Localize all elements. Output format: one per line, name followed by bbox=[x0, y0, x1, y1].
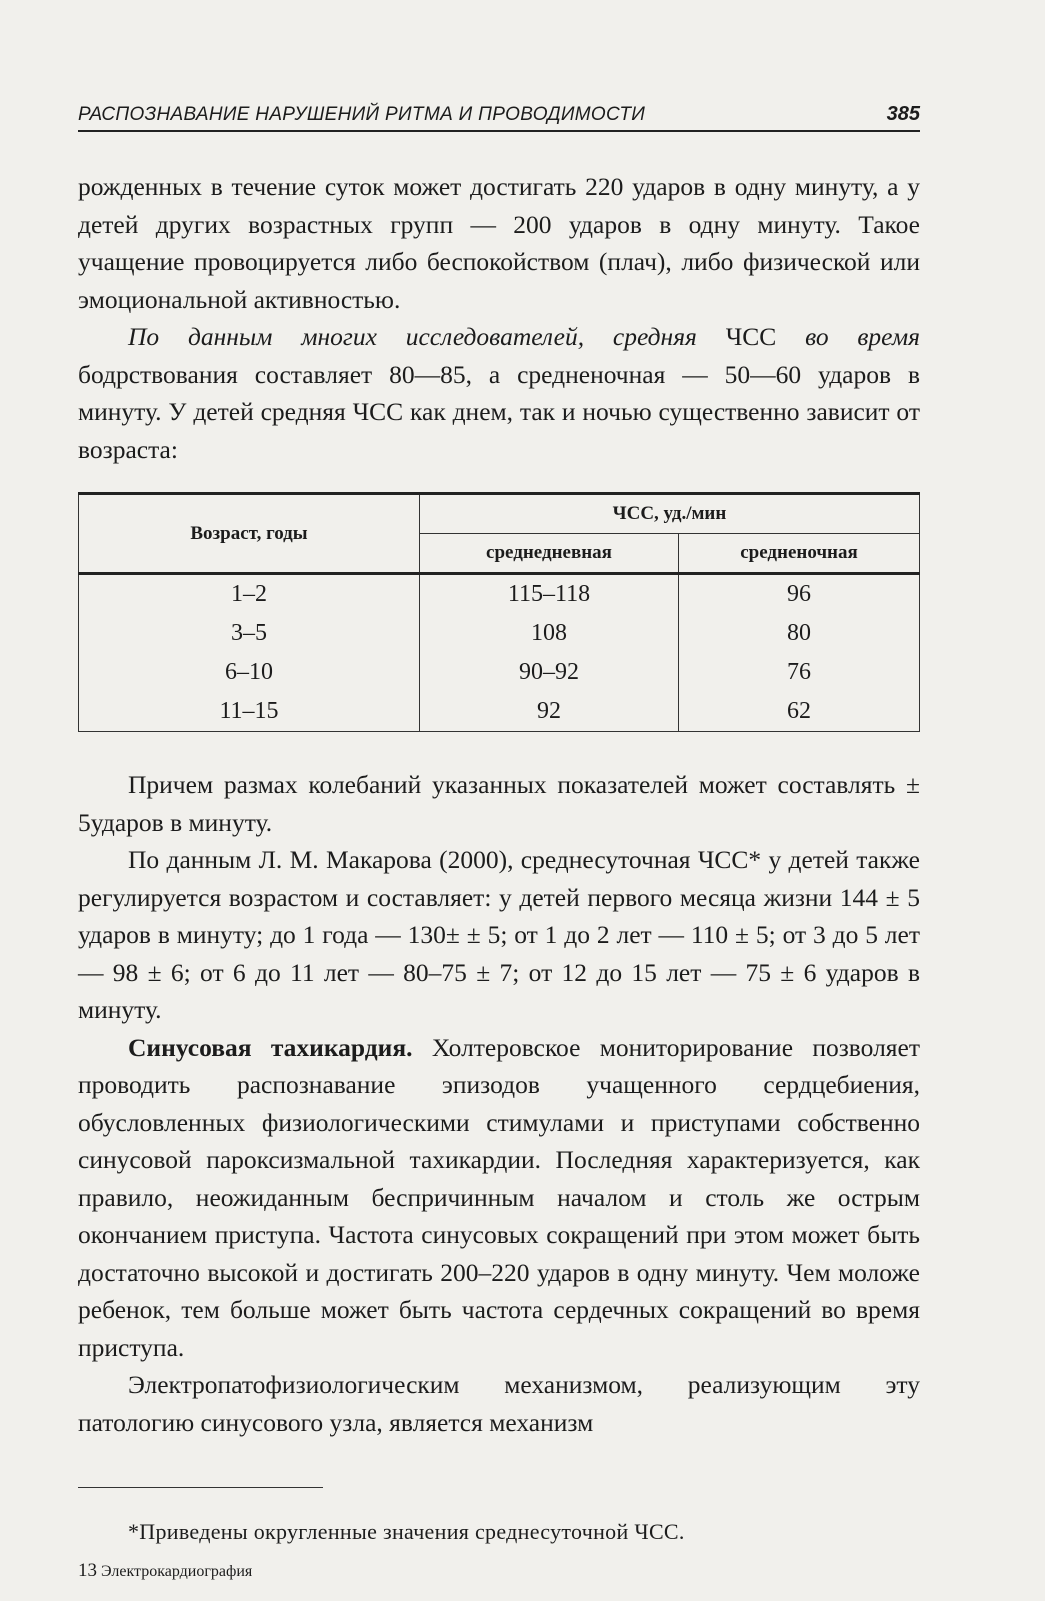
paragraph-2-italic-2: во время bbox=[805, 322, 920, 351]
footnote: *Приведены округленные значения среднесуточной ЧСС. bbox=[128, 1519, 685, 1544]
paragraph-5 bbox=[78, 1029, 920, 1367]
paragraph-2-hr: ЧСС bbox=[696, 322, 806, 351]
page-number: 385 bbox=[886, 103, 920, 125]
cell-day: 92 bbox=[420, 692, 679, 732]
cell-night: 96 bbox=[679, 574, 920, 615]
header-title: РАСПОЗНАВАНИЕ НАРУШЕНИЙ РИТМА И ПРОВОДИМОСТИ bbox=[78, 104, 646, 125]
paragraph-6: Электропатофизиологическим механизмом, реализующим эту патологию синусового узла, является механизм bbox=[78, 1370, 920, 1437]
printer-signature bbox=[78, 1560, 252, 1582]
cell-age: 3–5 bbox=[79, 614, 420, 653]
paragraph-5-rest: Холтеровское мониторирование позволяет проводить распознавание эпизодов учащенного сердцебиения, обусловленных физиологическими стимулами и приступами собственно синусовой пароксизмальной тахикардии. Последняя характеризуется, как правило, неожиданным беспричинным началом и столь же острым окончанием приступа. Частота синусовых сокращений при этом может быть достаточно высокой и достигать 200–220 ударов в одну минуту. Чем моложе ребенок, тем больше может быть частота сердечных сокращений во время приступа. bbox=[78, 1032, 920, 1362]
header-night: средненочная bbox=[679, 534, 920, 574]
cell-night: 76 bbox=[679, 653, 920, 692]
cell-age: 1–2 bbox=[79, 574, 420, 615]
signature-label: Электрокардиография bbox=[101, 1563, 253, 1580]
section-heading-sinus-tachycardia: Синусовая тахикардия. bbox=[128, 1032, 413, 1062]
header-day: среднедневная bbox=[420, 534, 679, 574]
cell-day: 108 bbox=[420, 614, 679, 653]
paragraph-2-italic: По данным многих исследователей, средняя bbox=[128, 322, 697, 351]
cell-night: 62 bbox=[679, 692, 920, 732]
paragraph-2 bbox=[78, 318, 920, 468]
header-age: Возраст, годы bbox=[79, 494, 420, 574]
header-hr: ЧСС, уд./мин bbox=[420, 494, 920, 534]
table-row bbox=[79, 574, 920, 615]
footnote-divider bbox=[78, 1487, 323, 1488]
cell-day: 115–118 bbox=[420, 574, 679, 615]
paragraph-4: По данным Л. М. Макарова (2000), среднесуточная ЧСС* у детей также регулируется возрастом и составляет: у детей первого месяца жизни 144 ± 5 ударов в минуту; до 1 года — 130± ± 5; от 1 до 2 лет — 110 ± 5; от 3 до 5 лет — 98 ± 6; от 6 до 11 лет — 80–75 ± 7; от 12 до 15 лет — 75 ± 6 ударов в минуту. bbox=[78, 845, 920, 1024]
paragraph-1: рожденных в течение суток может достигать 220 ударов в одну минуту, а у детей других возрастных групп — 200 ударов в одну минуту. Такое учащение провоцируется либо беспокойством (плач), либо физической или эмоциональной активностью. bbox=[78, 172, 920, 314]
cell-age: 6–10 bbox=[79, 653, 420, 692]
heart-rate-table bbox=[78, 492, 920, 732]
text-block-bottom bbox=[78, 766, 920, 1441]
table-row bbox=[79, 614, 920, 653]
table-row bbox=[79, 653, 920, 692]
cell-day: 90–92 bbox=[420, 653, 679, 692]
signature-number: 13 bbox=[78, 1560, 97, 1581]
table-row bbox=[79, 692, 920, 732]
cell-night: 80 bbox=[679, 614, 920, 653]
cell-age: 11–15 bbox=[79, 692, 420, 732]
paragraph-2-rest: бодрствования составляет 80—85, а средненочная — 50—60 ударов в минуту. У детей средняя ЧСС как днем, так и ночью существенно зависит от возраста: bbox=[78, 359, 920, 464]
paragraph-3: Причем размах колебаний указанных показателей может составлять ± 5ударов в минуту. bbox=[78, 770, 920, 837]
text-block-top bbox=[78, 168, 920, 468]
running-header bbox=[78, 98, 920, 132]
